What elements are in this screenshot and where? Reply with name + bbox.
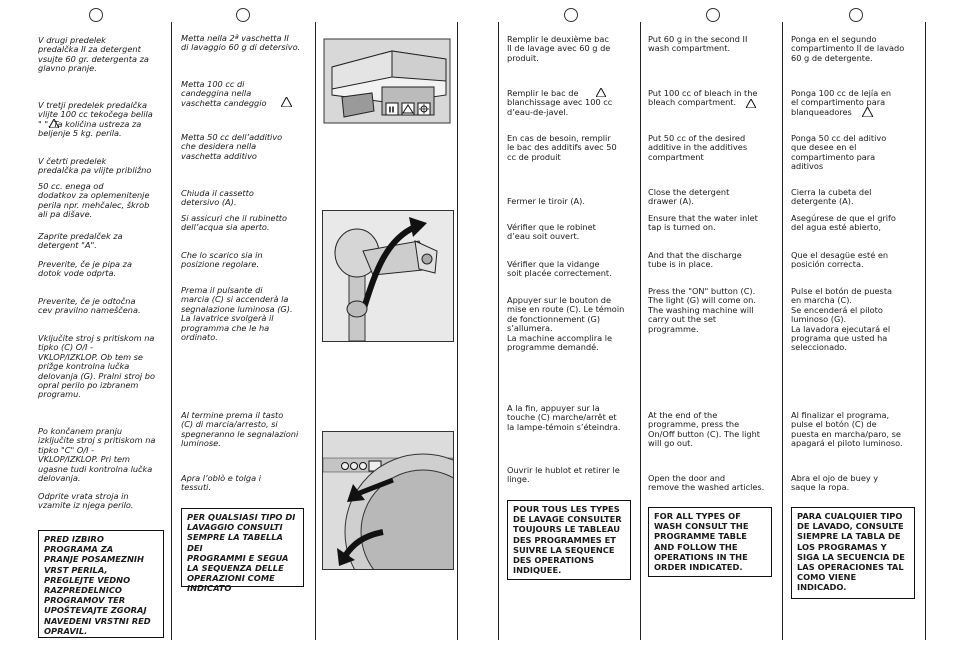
en-step-start: Press the "ON" button (C). The light (G) will come on. The washing machine will carry out the set programme. (648, 286, 756, 334)
en-step-additive: Put 50 cc of the desired additive in the additives compartment (648, 133, 748, 162)
es-step-start: Pulse el botón de puesta en marcha (C). Se encenderá el piloto luminoso (G). La lavadora ejecutará el programa que usted ha seleccionado. (791, 286, 893, 353)
sl-step-close-drawer: Zaprite predalček za detergent "A". (38, 231, 123, 251)
fr-programme-note: POUR TOUS LES TYPES DE LAVAGE CONSULTER TOUJOURS LE TABLEAU DES PROGRAMMES ET SUIVRE LA SEQUENCE DES OPERATIONS INDIQUEE. (507, 500, 631, 580)
sl-step-end: Po končanem pranju izključite stroj s pritiskom na tipko "C" O/I - VKLOP/IZKLOP. Pri tem ugasne tudi kontrolna lučka delovanja. (38, 426, 156, 484)
column-divider (315, 22, 316, 640)
column-divider (171, 22, 172, 640)
it-step-bleach: Metta 100 cc di candeggina nella vaschetta candeggio (181, 79, 267, 108)
bleach-triangle-icon (281, 97, 292, 107)
bleach-triangle-icon (49, 119, 59, 128)
sl-step-start: Vključite stroj s pritiskom na tipko (C) O/I - VKLOP/IZKLOP. Ob tem se prižge kontrolna lučka delovanja (G). Pralni stroj bo opral perilo po izbranem programu. (38, 333, 155, 400)
sl-step-tap: Preverite, če je pipa za dotok vode odprta. (38, 259, 132, 279)
sl-step-bleach: V tretji predelek predalčka vlijte 100 cc tekočega belila " ". Ta količina ustreza za beljenje 5 kg. perila. (38, 100, 153, 139)
en-step-end: At the end of the programme, press the On/Off button (C). The light will go out. (648, 410, 760, 449)
es-step-tap: Asegúrese de que el grifo del agua esté abierto, (791, 213, 896, 233)
washing-machine-drawing (323, 432, 453, 569)
fr-step-end: A la fin, appuyer sur la touche (C) marche/arrêt et la lampe-témoin s’éteindra. (507, 403, 621, 432)
it-step-tap: Si assicuri che il rubinetto dell’acqua sia aperto. (181, 213, 287, 233)
it-programme-note: PER QUALSIASI TIPO DI LAVAGGIO CONSULTI SEMPRE LA TABELLA DEI PROGRAMMI E SEGUA LA SEQUENZA DELLE OPERAZIONI COME INDICATO (181, 508, 304, 587)
sl-step-additive-detail: 50 cc. enega od dodatkov za oplemenitenje perila npr. mehčalec, škrob ali pa dišave. (38, 181, 150, 220)
sl-step-drain: Preverite, če je odtočna cev pravilno nameščena. (38, 296, 141, 316)
water-tap-illustration (322, 210, 454, 342)
es-step-detergent: Ponga en el segundo compartimento II de lavado 60 g de detergente. (791, 34, 905, 63)
es-step-close-drawer: Cierra la cubeta del detergente (A). (791, 187, 872, 207)
language-marker-icon (89, 8, 103, 22)
fr-step-close-drawer: Fermer le tiroir (A). (507, 196, 585, 206)
water-tap-drawing (323, 211, 453, 341)
fr-step-tap: Vérifier que le robinet d’eau soit ouvert. (507, 222, 596, 242)
fr-step-start: Appuyer sur le bouton de mise en route (C). Le témoin de fonctionnement (G) s’allumera. La machine accomplira le programme demandé. (507, 295, 625, 353)
en-programme-note: FOR ALL TYPES OF WASH CONSULT THE PROGRAMME TABLE AND FOLLOW THE OPERATIONS IN THE ORDER INDICATED. (648, 507, 772, 577)
en-step-detergent: Put 60 g in the second II wash compartment. (648, 34, 748, 54)
sl-step-open-door: Odprite vrata stroja in vzamite iz njega perilo. (38, 491, 134, 511)
es-programme-note: PARA CUALQUIER TIPO DE LAVADO, CONSULTE SIEMPRE LA TABLA DE LOS PROGRAMAS Y SIGA LA SECUENCIA DE LAS OPERACIONES TAL COMO VIENE INDICADO. (791, 507, 915, 599)
es-step-end: Al finalizar el programa, pulse el botón (C) de puesta en marcha/paro, se apagará el piloto luminoso. (791, 410, 903, 449)
it-step-additive: Metta 50 cc dell’additivo che desidera nella vaschetta additivo (181, 132, 283, 161)
bleach-triangle-icon (862, 107, 873, 117)
language-marker-icon (706, 8, 720, 22)
en-step-drain: And that the discharge tube is in place. (648, 250, 742, 270)
it-step-close-drawer: Chiuda il cassetto detersivo (A). (181, 188, 254, 208)
column-divider (498, 22, 499, 640)
es-step-open-door: Abra el ojo de buey y saque la ropa. (791, 473, 879, 493)
column-divider (782, 22, 783, 640)
column-divider (640, 22, 641, 640)
compartment-2-label: II (388, 105, 395, 115)
fr-step-additive: En cas de besoin, remplir le bac des additifs avec 50 cc de produit (507, 133, 617, 162)
sl-step-additive: V četrti predelek predalčka pa vlijte približno (38, 156, 152, 176)
detergent-drawer-drawing (322, 37, 452, 125)
en-step-bleach: Put 100 cc of bleach in the bleach compartment. (648, 88, 758, 108)
fr-step-open-door: Ouvrir le hublot et retirer le linge. (507, 465, 620, 485)
fr-step-detergent: Remplir le deuxième bac II de lavage avec 60 g de produit. (507, 34, 611, 63)
it-step-start: Prema il pulsante di marcia (C) si accenderà la segnalazione luminosa (G). La lavatrice svolgerà il programma che le ha ordinato. (181, 285, 293, 343)
sl-step-detergent: V drugi predelek predalčka II za detergent vsujte 60 gr. detergenta za glavno pranje. (38, 35, 149, 74)
language-marker-icon (564, 8, 578, 22)
language-marker-icon (236, 8, 250, 22)
fr-step-drain: Vérifier que la vidange soit placée correctement. (507, 259, 612, 279)
detergent-drawer-illustration (322, 37, 452, 125)
column-divider (925, 22, 926, 640)
bleach-triangle-icon (746, 99, 756, 108)
en-step-tap: Ensure that the water inlet tap is turned on. (648, 213, 758, 233)
it-step-drain: Che lo scarico sia in posizione regolare. (181, 250, 263, 270)
es-step-additive: Ponga 50 cc del aditivo que desee en el compartimento para aditivos (791, 133, 887, 172)
language-marker-icon (849, 8, 863, 22)
washing-machine-illustration (322, 431, 454, 570)
it-step-open-door: Apra l’oblò e tolga i tessuti. (181, 473, 261, 493)
en-step-open-door: Open the door and remove the washed articles. (648, 473, 765, 493)
sl-programme-note: PRED IZBIRO PROGRAMA ZA PRANJE POSAMEZNIH VRST PERILA, PREGLEJTE VEDNO RAZPREDELNICO PROGRAMOV TER UPOŠTEVAJTE ZGORAJ NAVEDENI VRSTNI RED OPRAVIL. (38, 530, 164, 638)
en-step-close-drawer: Close the detergent drawer (A). (648, 187, 730, 207)
es-step-drain: Que el desagüe esté en posición correcta. (791, 250, 889, 270)
bleach-triangle-icon (596, 88, 606, 97)
it-step-end: Al termine prema il tasto (C) di marcia/arresto, si spegneranno le segnalazioni luminose. (181, 410, 299, 449)
column-divider (457, 22, 458, 640)
es-step-bleach: Ponga 100 cc de lejía en el compartimento para blanqueadores (791, 88, 892, 117)
it-step-detergent: Metta nella 2ª vaschetta II di lavaggio 60 g di detersivo. (181, 33, 301, 53)
fr-step-bleach: Remplir le bac de blanchissage avec 100 cc d’eau-de-javel. (507, 88, 613, 117)
